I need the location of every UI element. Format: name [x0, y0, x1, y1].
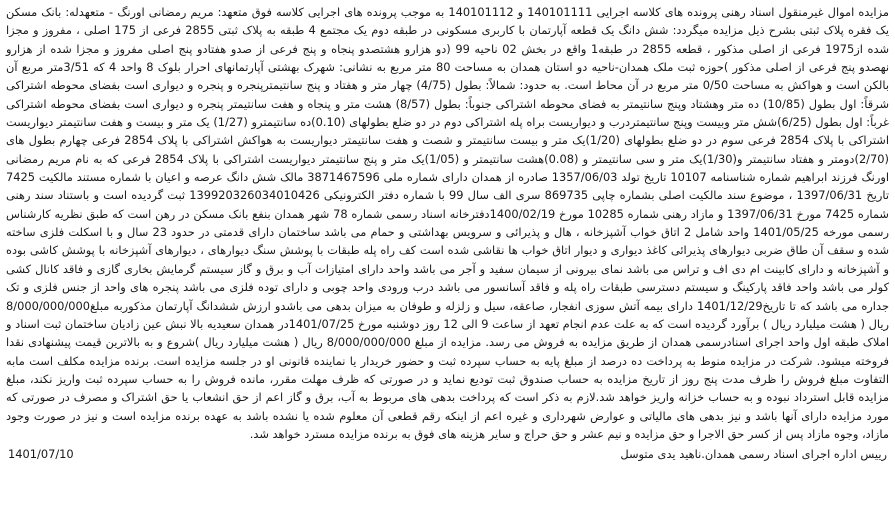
notice-author: رییس اداره اجرای اسناد رسمی همدان.ناهید یدی متوسل [620, 447, 887, 462]
notice-date: 1401/07/10 [8, 447, 74, 462]
notice-footer [6, 445, 889, 463]
auction-notice-text: مزایده اموال غیرمنقول اسناد رهنی پرونده های کلاسه اجرایی 140101111 و 140101112 به موجب پرونده های اجرایی کلاسه فوق متعهد: مریم رمضانی اورنگ - متعهدله: بانک مسکن یک فقره پلاک ثبتی بشرح ذیل مزایده میگردد: شش دانگ یک قطعه آپارتمان با کاربری مسکونی در طبقه دوم یک مجتمع 4 طبقه به پلاک ثبتی 2855 فرعی از 175 اصلی ، مفروز و مجزا شده از1975 فرعی از اصلی مذکور ، قطعه 2855 در طبقه1 واقع در بخش 02 ناحیه 99 (دو هزارو هشتصدو پنجاه و پنج فرعی از صدو هفتادو پنج اصلی مفروز و مجزا شده از هزارو نهصدو پنج فرعی از اصلی مذکور )حوزه ثبت ملک همدان-ناحیه دو استان همدان به مساحت 80 متر مربع به نشانی: شهرک بهشتی آپارتمانهای احرار بلوک 8 واحد 4 که 3/51متر مربع آن بالکن است و هواکش به مساحت 0/50 متر مربع در آن محاط است. به حدود: شمالاً: بطول (4/75) چهار متر و هفتاد و پنج سانتیمترپنجره و پنجره و دیواری است بفضای محوطه اشتراکی شرقاً: اول بطول (10/85) ده متر وهشتاد وپنج سانتیمتر به فضای محوطه اشتراکی جنوباً: بطول (8/57) هشت متر و پنجاه و هفت سانتیمتر پنجره و دیواری است بفضای محوطه اشتراکی غرباً: اول بطول (6/25)شش متر وبیست وپنج سانتیمتردرب و دیواریست براه پله اشتراکی دوم در دو ضلع بطولهای (0.10)ده سانتیمترو (1/27) یک متر و بیست و هفت سانتیمتر دیواریست اشتراکی با پلاک 2854 فرعی سوم در دو ضلع بطولهای (1/20)یک متر و بیست سانتیمتر و شصت و هفت سانتیمتر دیواریست به هواکش اشتراکی با پلاک 2854 فرعی چهارم بطول های (2/70)دومتر و هفتاد سانتیمتر و(1/30)یک متر و سی سانتیمتر و (0.08)هشت سانتیمتر و (1/05)یک متر و پنج سانتیمتر دیواریست اشتراکی با پلاک 2854 فرعی که به نام مریم رمضانی اورنگ فرزند ابراهیم شماره شناسنامه 10107 تاریخ تولد 1357/06/03 صادره از همدان دارای شماره ملی 3871467596 مالک شش دانگ عرصه و اعیان با شماره مستند مالکیت 7425 تاریخ 1397/06/31 ، موضوع سند مالکیت اصلی بشماره چاپی 869735 سری الف سال 99 با شماره دفتر الکترونیکی 139920326034010426 ثبت گردیده است و باستناد سند رهنی شماره 7425 مورخ 1397/06/31 و مازاد رهنی شماره 10285 مورخ 1400/02/19دفترخانه اسناد رسمی شماره 78 شهر همدان بنفع بانک مسکن در رهن است که طبق نظریه کارشناس رسمی مورخه 1401/05/25 واحد شامل 2 اتاق خواب آشپزخانه ، هال و پذیرائی و سرویس بهداشتی و حمام می باشد ساختمان دارای قدمتی در حدود 23 سال و با اسکلت فلزی ساخته شده و سقف آن طاق ضربی دیوارهای پذیرائی کاغذ دیواری و دیوار اتاق خواب ها نقاشی شده است کف راه پله طبقات با پوشش سنگ دیوارهای ، دیوارهای آشپزخانه با پوشش کاشی بوده و آشپزخانه و دارای کابینت ام دی اف و تراس می باشد نمای بیرونی از سیمان سفید و آجر می باشد واحد دارای امتیازات آب و برق و گاز سیستم گرمایش بخاری گازی و فاقد کانال کشی کولر می باشد واحد فاقد پارکینگ و سیستم دسترسی طبقات راه پله و فاقد آسانسور می باشد درب ورودی واحد چوبی و دارای توده فلزی می باشد پنجره های واحد از جنس فلزی و تک جداره می باشد که تا تاریخ1401/12/29 دارای بیمه آتش سوزی انفجار، صاعقه، سیل و زلزله و طوفان به میزان بدهی می باشدو ارزش ششدانگ آپارتمان مذکوربه مبلغ8/000/000/000 ریال ( هشت میلیارد ریال ) برآورد گردیده است که به علت عدم انجام تعهد از ساعت 9 الی 12 روز دوشنبه مورخ 1401/07/25در همدان سعیدیه بالا نبش عین زادیان ساختمان ثبت اسناد و املاک طبقه اول واحد اجرای اسنادرسمی همدان از طریق مزایده به فروش می رسد. مزایده از مبلغ 8/000/000/000 ریال ( هشت میلیارد ریال )شروع و به بالاترین قیمت پیشنهادی نقدا فروخته میشود. شرکت در مزایده منوط به پرداخت ده درصد از مبلغ پایه به حساب سپرده ثبت و حضور خریدار یا نماینده قانونی او در جلسه مزایده است. برنده مزایده مکلف است مابه التفاوت مبلغ فروش را ظرف مدت پنج روز از تاریخ مزایده به حساب صندوق ثبت تودیع نماید و در صورتی که ظرف مهلت مقرر، مانده فروش را به حساب سپرده ثبت واریز نکند، مبلغ مزایده قابل استرداد نبوده و به حساب خزانه واریز خواهد شد.لازم به ذکر است که پرداخت بدهی های مربوط به آب، برق و گاز اعم از حق انشعاب یا حق اشتراک و مصرف در صورتی که مورد مزایده دارای آنها باشد و نیز بدهی های مالیاتی و عوارض شهرداری و غیره اعم از اینکه رقم قطعی آن معلوم شده یا نشده باشد به عهده برنده مزایده است و نیز در صورت وجود مازاد، وجوه مازاد پس از کسر حق الاجرا و حق مزایده و نیم عشر و حق حراج و سایر هزینه های فوق به برنده مزایده مسترد خواهد شد. [6, 5, 890, 441]
